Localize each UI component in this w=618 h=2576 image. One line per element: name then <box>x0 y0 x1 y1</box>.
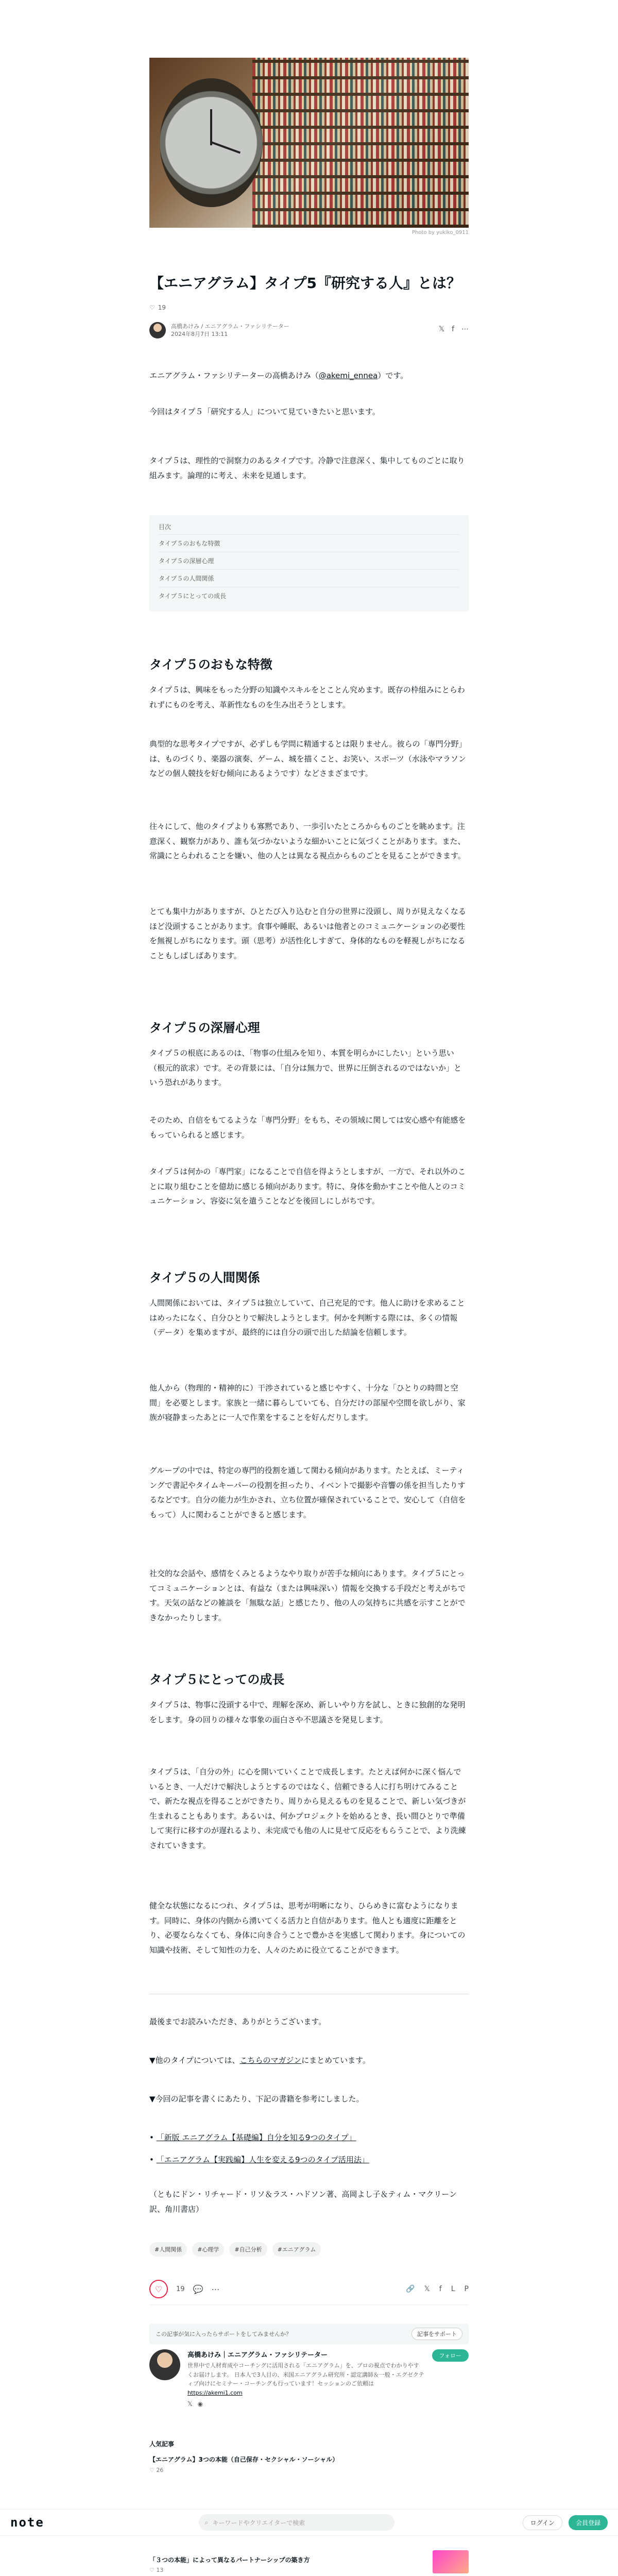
magazine-link[interactable]: こちらのマガジン <box>239 2056 302 2065</box>
toc-heading: 目次 <box>159 523 171 531</box>
tag[interactable]: #心理学 <box>192 2242 224 2257</box>
action-bar <box>149 2280 469 2305</box>
paragraph: タイプ５は、興味をもった分野の知識やスキルをとことん究めます。既存の枠組みにとらわれずにものを考え、革新性なものを生み出そうとします。 <box>149 685 465 709</box>
paragraph: タイプ５は、「自分の外」に心を開いていくことで成長します。たとえば何かに深く悩んでいるとき、一人だけで解決しようとするのではなく、信頼できる人に打ち明けてみることで、新たな視点を得ることができたり、周りから見えるものを見ることで、新しい気づきが生まれることもあります。あるいは、何かプロジェクトを始めるとき、長い間ひとりで準備して実行に移すのが遅れるより、未完成でも他の人に見せて反応をもらうことで、より洗練されていきます。 <box>149 1767 466 1850</box>
section-heading: タイプ５の人間関係 <box>149 1270 260 1285</box>
paragraph: 人間関係においては、タイプ５は独立していて、自己充足的です。他人に助けを求めることはめったになく、自分ひとりで解決しようとします。何かを判断する際には、多くの情報（データ）を集めますが、最終的には自分の頭で出した結論を信頼します。 <box>149 1298 465 1337</box>
top-navbar <box>0 2509 618 2536</box>
support-button[interactable]: 記事をサポート <box>411 2328 462 2340</box>
paragraph: 往々にして、他のタイプよりも寡黙であり、一歩引いたところからものごとを眺めます。注意深く、観察力があり、誰も気づかないような細かいことに気づくことがあります。また、常識にとらわれることを嫌い、他の人とは異なる視点からものごとを見ることができます。 <box>149 822 466 860</box>
signup-button[interactable]: 会員登録 <box>569 2515 608 2530</box>
article-title: 【エニアグラム】タイプ5『研究する人』とは？ <box>149 275 461 292</box>
heart-icon: ♡ <box>154 2284 163 2294</box>
hero-image <box>149 58 469 228</box>
paragraph: そのため、自信をもてるような「専門分野」をもち、その領域に関しては安心感や有能感をもっていられると感じます。 <box>149 1115 466 1140</box>
tag-list <box>149 2242 469 2257</box>
x-share-icon[interactable]: 𝕏 <box>438 325 445 333</box>
toc-item[interactable]: タイプ５にとっての成長 <box>159 587 459 604</box>
toc-item[interactable]: タイプ５の深層心理 <box>159 552 459 569</box>
note-logo[interactable]: note <box>10 2515 44 2530</box>
clock-illustration <box>160 78 263 207</box>
related-article-title[interactable]: 「３つの本能」によって異なるパートナーシップの築き方 <box>149 2556 310 2564</box>
related-article-likes: ♡ 13 <box>149 2567 164 2573</box>
more-icon[interactable]: ⋯ <box>211 2284 220 2294</box>
related-thumbnail[interactable] <box>433 2550 469 2573</box>
x-profile-icon[interactable]: 𝕏 <box>187 2400 193 2408</box>
tag[interactable]: #エニアグラム <box>272 2242 321 2257</box>
x-share-icon[interactable]: 𝕏 <box>424 2285 430 2293</box>
section-heading: タイプ５の深層心理 <box>149 1021 260 1035</box>
author-name[interactable]: 高橋あけみ / エニアグラム・ファシリテーター <box>171 323 289 330</box>
like-button[interactable] <box>149 2280 168 2298</box>
facebook-share-icon[interactable]: f <box>439 2285 442 2293</box>
paragraph: 健全な状態になるにつれ、タイプ５は、思考が明晰になり、ひらめきに富むようになります。同時に、身体の内側から湧いてくる活力と自信があります。他人とも適度に距離をとり、必要ならなくても、身体に向き合うことで豊かさを実感して関わります。身についての知識や技術、そして知性の力を、人々のために役立てることができます。 <box>149 1901 466 1955</box>
search-input[interactable]: ⌕ キーワードやクリエイターで検索 <box>199 2514 394 2531</box>
line-share-icon[interactable]: L <box>451 2285 455 2293</box>
closing-books-heading: ▼今回の記事を書くにあたり、下記の書籍を参考にしました。 <box>149 2094 364 2104</box>
paragraph: 社交的な会話や、感情をくみとるようなやり取りが苦手な傾向にあります。タイプ５にとってコミュニケーションとは、有益な（または興味深い）情報を交換する手段だと考えがちです。天気の話などの雑談を「無駄な話」と感じたり、他の人の気持ちに共感を示すことができなかったりします。 <box>149 1569 466 1622</box>
toc-item[interactable]: タイプ５のおもな特徴 <box>159 534 459 552</box>
paragraph: とても集中力がありますが、ひとたび入り込むと自分の世界に没頭し、周りが見えなくなるほど没頭することがあります。食事や睡眠、あるいは他者とのコミュニケーションの必要性を無視しがちになります。頭（思考）が活性化しすぎて、身体的なものを軽視しがちになることもしばしばあります。 <box>149 907 467 960</box>
post-date: 2024年8月7日 13:11 <box>171 331 228 337</box>
more-share-icon[interactable]: ⋯ <box>461 325 469 333</box>
link-copy-icon[interactable]: 🔗 <box>406 2285 415 2293</box>
facebook-share-icon[interactable]: f <box>452 325 454 333</box>
related-article-likes: ♡ 26 <box>149 2467 164 2473</box>
login-button[interactable]: ログイン <box>523 2515 562 2530</box>
tag[interactable]: #自己分析 <box>229 2242 267 2257</box>
section-heading: タイプ５にとっての成長 <box>149 1672 285 1687</box>
paragraph: グループの中では、特定の専門的役割を通して関わる傾向があります。たとえば、ミーティングで書記やタイムキーパーの役割を担ったり、イベントで撮影や音響の係を担当したりするなどです。自分の能力が生かされ、立ち位置が確保されていることで、安心して（自信をもって）人に関わることができると感じます。 <box>149 1466 466 1519</box>
follow-button[interactable]: フォロー <box>432 2349 469 2362</box>
support-box <box>149 2324 469 2344</box>
book-authors: （ともにドン・リチャード・リソ＆ラス・ハドソン著、高岡よし子＆ティム・マクリーン訳、角川書店） <box>149 2190 457 2214</box>
support-text: この記事が気に入ったらサポートをしてみませんか？ <box>156 2331 291 2337</box>
like-count-top[interactable]: ♡ 19 <box>149 304 166 311</box>
creator-site-link[interactable]: https://akemi1.com <box>187 2389 243 2396</box>
search-icon: ⌕ <box>204 2518 209 2526</box>
paragraph: 典型的な思考タイプですが、必ずしも学問に精通するとは限りません。彼らの「専門分野」は、ものづくり、楽器の演奏、ゲーム、城を描くこと、お笑い、スポーツ（水泳やマラソンなどの個人競技を好む傾向にあるようです）などさまざまです。 <box>149 739 467 778</box>
intro-line3: タイプ５は、理性的で洞察力のあるタイプです。冷静で注意深く、集中してものごとに取り組みます。論理的に考え、未来を見通します。 <box>149 456 465 480</box>
related-heading: 人気記事 <box>149 2441 175 2448</box>
like-count: 19 <box>176 2285 185 2293</box>
creator-profile <box>149 2349 469 2408</box>
paragraph: タイプ５の根底にあるのは、「物事の仕組みを知り、本質を明らかにしたい」という思い（根元的欲求）です。その背景には、「自分は無力で、世界に圧倒されるのではないか」という恐れがあります。 <box>149 1048 462 1087</box>
comment-icon[interactable]: 💬 <box>193 2284 203 2294</box>
section-heading: タイプ５のおもな特徴 <box>149 657 272 672</box>
author-row <box>149 322 469 338</box>
rss-icon[interactable]: ◉ <box>197 2400 203 2408</box>
creator-avatar[interactable] <box>149 2349 180 2380</box>
intro-line1: エニアグラム・ファシリテーターの高橋あけみ（@akemi_ennea）です。 <box>149 371 408 380</box>
share-icons <box>439 325 469 333</box>
paragraph: タイプ５は、物事に没頭する中で、理解を深め、新しいやり方を試し、ときに独創的な発明をします。身の回りの様々な事象の面白さや不思議さを発見します。 <box>149 1700 466 1724</box>
toc-item[interactable]: タイプ５の人間関係 <box>159 569 459 587</box>
creator-name[interactable]: 高橋あけみ｜エニアグラム・ファシリテーター <box>187 2351 328 2359</box>
photo-credit: Photo by yukiko_0911 <box>412 230 469 235</box>
intro-line2: 今回はタイプ５「研究する人」について見ていきたいと思います。 <box>149 407 380 416</box>
paragraph: タイプ５は何かの「専門家」になることで自信を得ようとしますが、一方で、それ以外のことに取り組むことを億劫に感じる傾向があります。特に、身体を動かすことや他人とのコミュニケーション、容姿に気を遣うことなどを後回しにしがちです。 <box>149 1167 466 1206</box>
closing-thanks: 最後までお読みいただき、ありがとうございます。 <box>149 2017 327 2026</box>
bookshelf-illustration <box>252 58 469 228</box>
book-link-2[interactable]: • 「エニアグラム【実践編】人生を変える9つのタイプ活用法」 <box>149 2155 369 2164</box>
tag[interactable]: #人間関係 <box>149 2242 187 2257</box>
creator-bio: 世界中で人材育成やコーチングに活用される「エニアグラム」を、プロの視点でわかりやすくお届けします。 日本人で3人目の、米国エニアグラム研究所・認定講師＆一般・エグゼクティブ向けにセミナー・コーチングも行っています！セッションのご依頼はhttps://akemi1.com <box>187 2362 424 2396</box>
author-handle-link[interactable]: @akemi_ennea <box>318 371 378 380</box>
table-of-contents <box>149 515 469 612</box>
paragraph: 他人から（物理的・精神的に）干渉されていると感じやすく、十分な「ひとりの時間と空間」を必要とします。家族と一緒に暮らしていても、自分だけの部屋や空間を欲しがり、家族が寝静まったあとに一人で作業をすることを好んだりします。 <box>149 1383 466 1422</box>
avatar[interactable] <box>149 322 166 338</box>
pocket-share-icon[interactable]: P <box>464 2285 469 2293</box>
related-article-title[interactable]: 【エニアグラム】3つの本能（自己保存・セクシャル・ソーシャル） <box>149 2456 339 2463</box>
closing-other-types: ▼他のタイプについては、こちらのマガジンにまとめています。 <box>149 2056 370 2065</box>
book-link-1[interactable]: • 「新版 エニアグラム【基礎編】自分を知る9つのタイプ」 <box>149 2133 356 2142</box>
heart-icon: ♡ <box>149 304 155 311</box>
